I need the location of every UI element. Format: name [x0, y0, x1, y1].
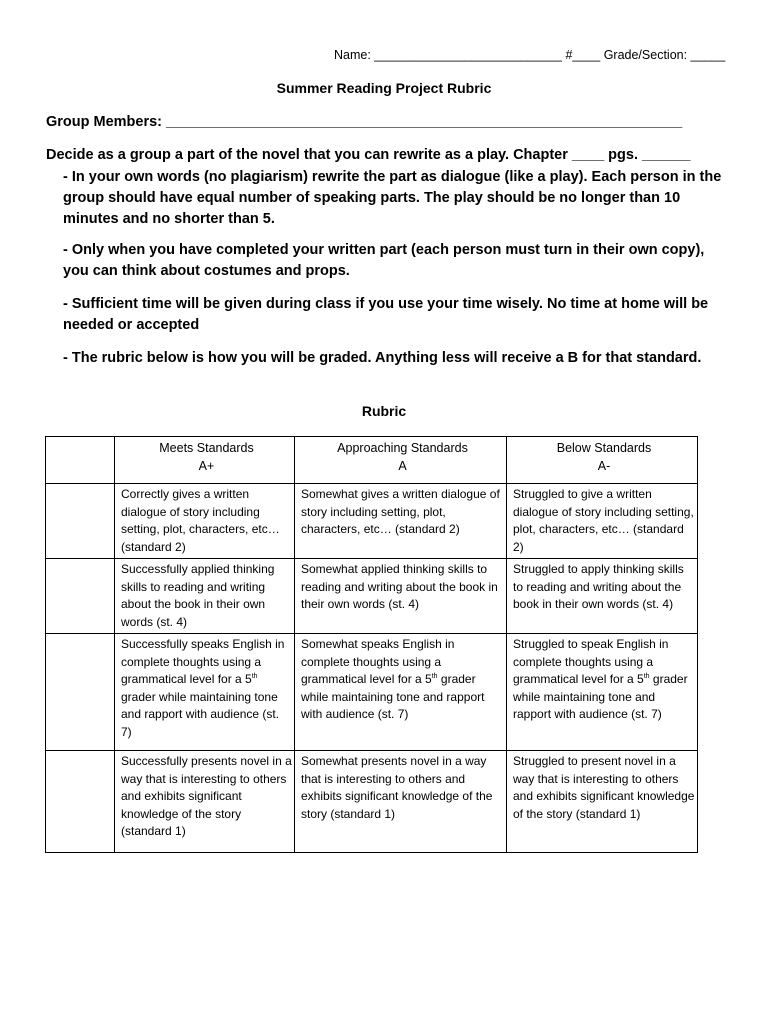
table-cell: Somewhat presents novel in a way that is interesting to others and exhibits significant knowledge of the story (standard 1) — [295, 751, 507, 853]
table-cell — [507, 634, 698, 751]
rubric-header-row — [46, 437, 698, 484]
cell-text: Successfully speaks English in complete thoughts using a grammatical level for a 5 — [121, 637, 285, 686]
instructions-intro: Decide as a group a part of the novel that you can rewrite as a play. Chapter ____ pgs. ______ — [46, 147, 691, 163]
rubric-heading: Rubric — [361, 403, 407, 419]
table-cell: Somewhat gives a written dialogue of story including setting, plot, characters, etc… (standard 2) — [295, 484, 507, 559]
ordinal-suffix: th — [251, 673, 258, 680]
rubric-corner-cell — [46, 437, 115, 484]
cell-text: Somewhat speaks English in complete thoughts using a grammatical level for a 5 — [301, 637, 455, 686]
group-members-line: Group Members: ________________________________________________________________ — [46, 114, 683, 130]
rubric-table — [45, 436, 698, 853]
cell-text: grader while maintaining tone and rapport with audience (st. 7) — [121, 689, 280, 739]
column-label: Below Standards — [556, 441, 652, 455]
table-cell: Correctly gives a written dialogue of story including setting, plot, characters, etc… (standard 2) — [115, 484, 295, 559]
cell-text: grader while maintaining tone and rapport with audience (st. 7) — [513, 672, 688, 721]
column-label: Meets Standards — [159, 441, 254, 455]
instruction-bullet: - In your own words (no plagiarism) rewrite the part as dialogue (like a play). Each person in the group should have equal number of speaking parts. The play should be no longer than 10 minutes and no shorter than 5. — [63, 169, 722, 227]
row-label-cell — [46, 634, 115, 751]
document-title: Summer Reading Project Rubric — [276, 80, 492, 96]
name-grade-section-line: Name: ___________________________ #____ Grade/Section: _____ — [334, 48, 726, 62]
instruction-bullet: - Only when you have completed your written part (each person must turn in their own copy), you can think about costumes and props. — [63, 242, 705, 279]
table-row — [46, 484, 698, 559]
table-cell: Struggled to give a written dialogue of story including setting, plot, characters, etc… (standard 2) — [507, 484, 698, 559]
ordinal-suffix: th — [431, 673, 438, 680]
table-row — [46, 751, 698, 853]
table-cell — [115, 634, 295, 751]
table-row — [46, 634, 698, 751]
table-cell: Struggled to apply thinking skills to reading and writing about the book in their own words (st. 4) — [507, 559, 698, 634]
row-label-cell — [46, 484, 115, 559]
table-row — [46, 559, 698, 634]
table-cell: Successfully applied thinking skills to reading and writing about the book in their own words (st. 4) — [115, 559, 295, 634]
cell-text: grader while maintaining tone and rapport with audience (st. 7) — [301, 672, 485, 721]
cell-text: Struggled to speak English in complete thoughts using a grammatical level for a 5 — [513, 637, 669, 686]
row-label-cell — [46, 559, 115, 634]
row-label-cell — [46, 751, 115, 853]
table-cell: Struggled to present novel in a way that is interesting to others and exhibits significant knowledge of the story (standard 1) — [507, 751, 698, 853]
column-header-below — [507, 437, 698, 484]
instruction-bullet: - The rubric below is how you will be graded. Anything less will receive a B for that standard. — [63, 350, 702, 366]
ordinal-suffix: th — [643, 673, 650, 680]
column-grade: A — [398, 458, 407, 473]
column-label: Approaching Standards — [337, 441, 468, 455]
column-header-approaching — [295, 437, 507, 484]
column-grade: A+ — [198, 458, 215, 473]
table-cell: Somewhat applied thinking skills to reading and writing about the book in their own words (st. 4) — [295, 559, 507, 634]
table-cell: Successfully presents novel in a way that is interesting to others and exhibits significant knowledge of the story (standard 1) — [115, 751, 295, 853]
column-header-meets — [115, 437, 295, 484]
column-grade: A- — [597, 458, 611, 473]
table-cell — [295, 634, 507, 751]
instruction-bullet: - Sufficient time will be given during class if you use your time wisely. No time at home will be needed or accepted — [63, 296, 709, 333]
